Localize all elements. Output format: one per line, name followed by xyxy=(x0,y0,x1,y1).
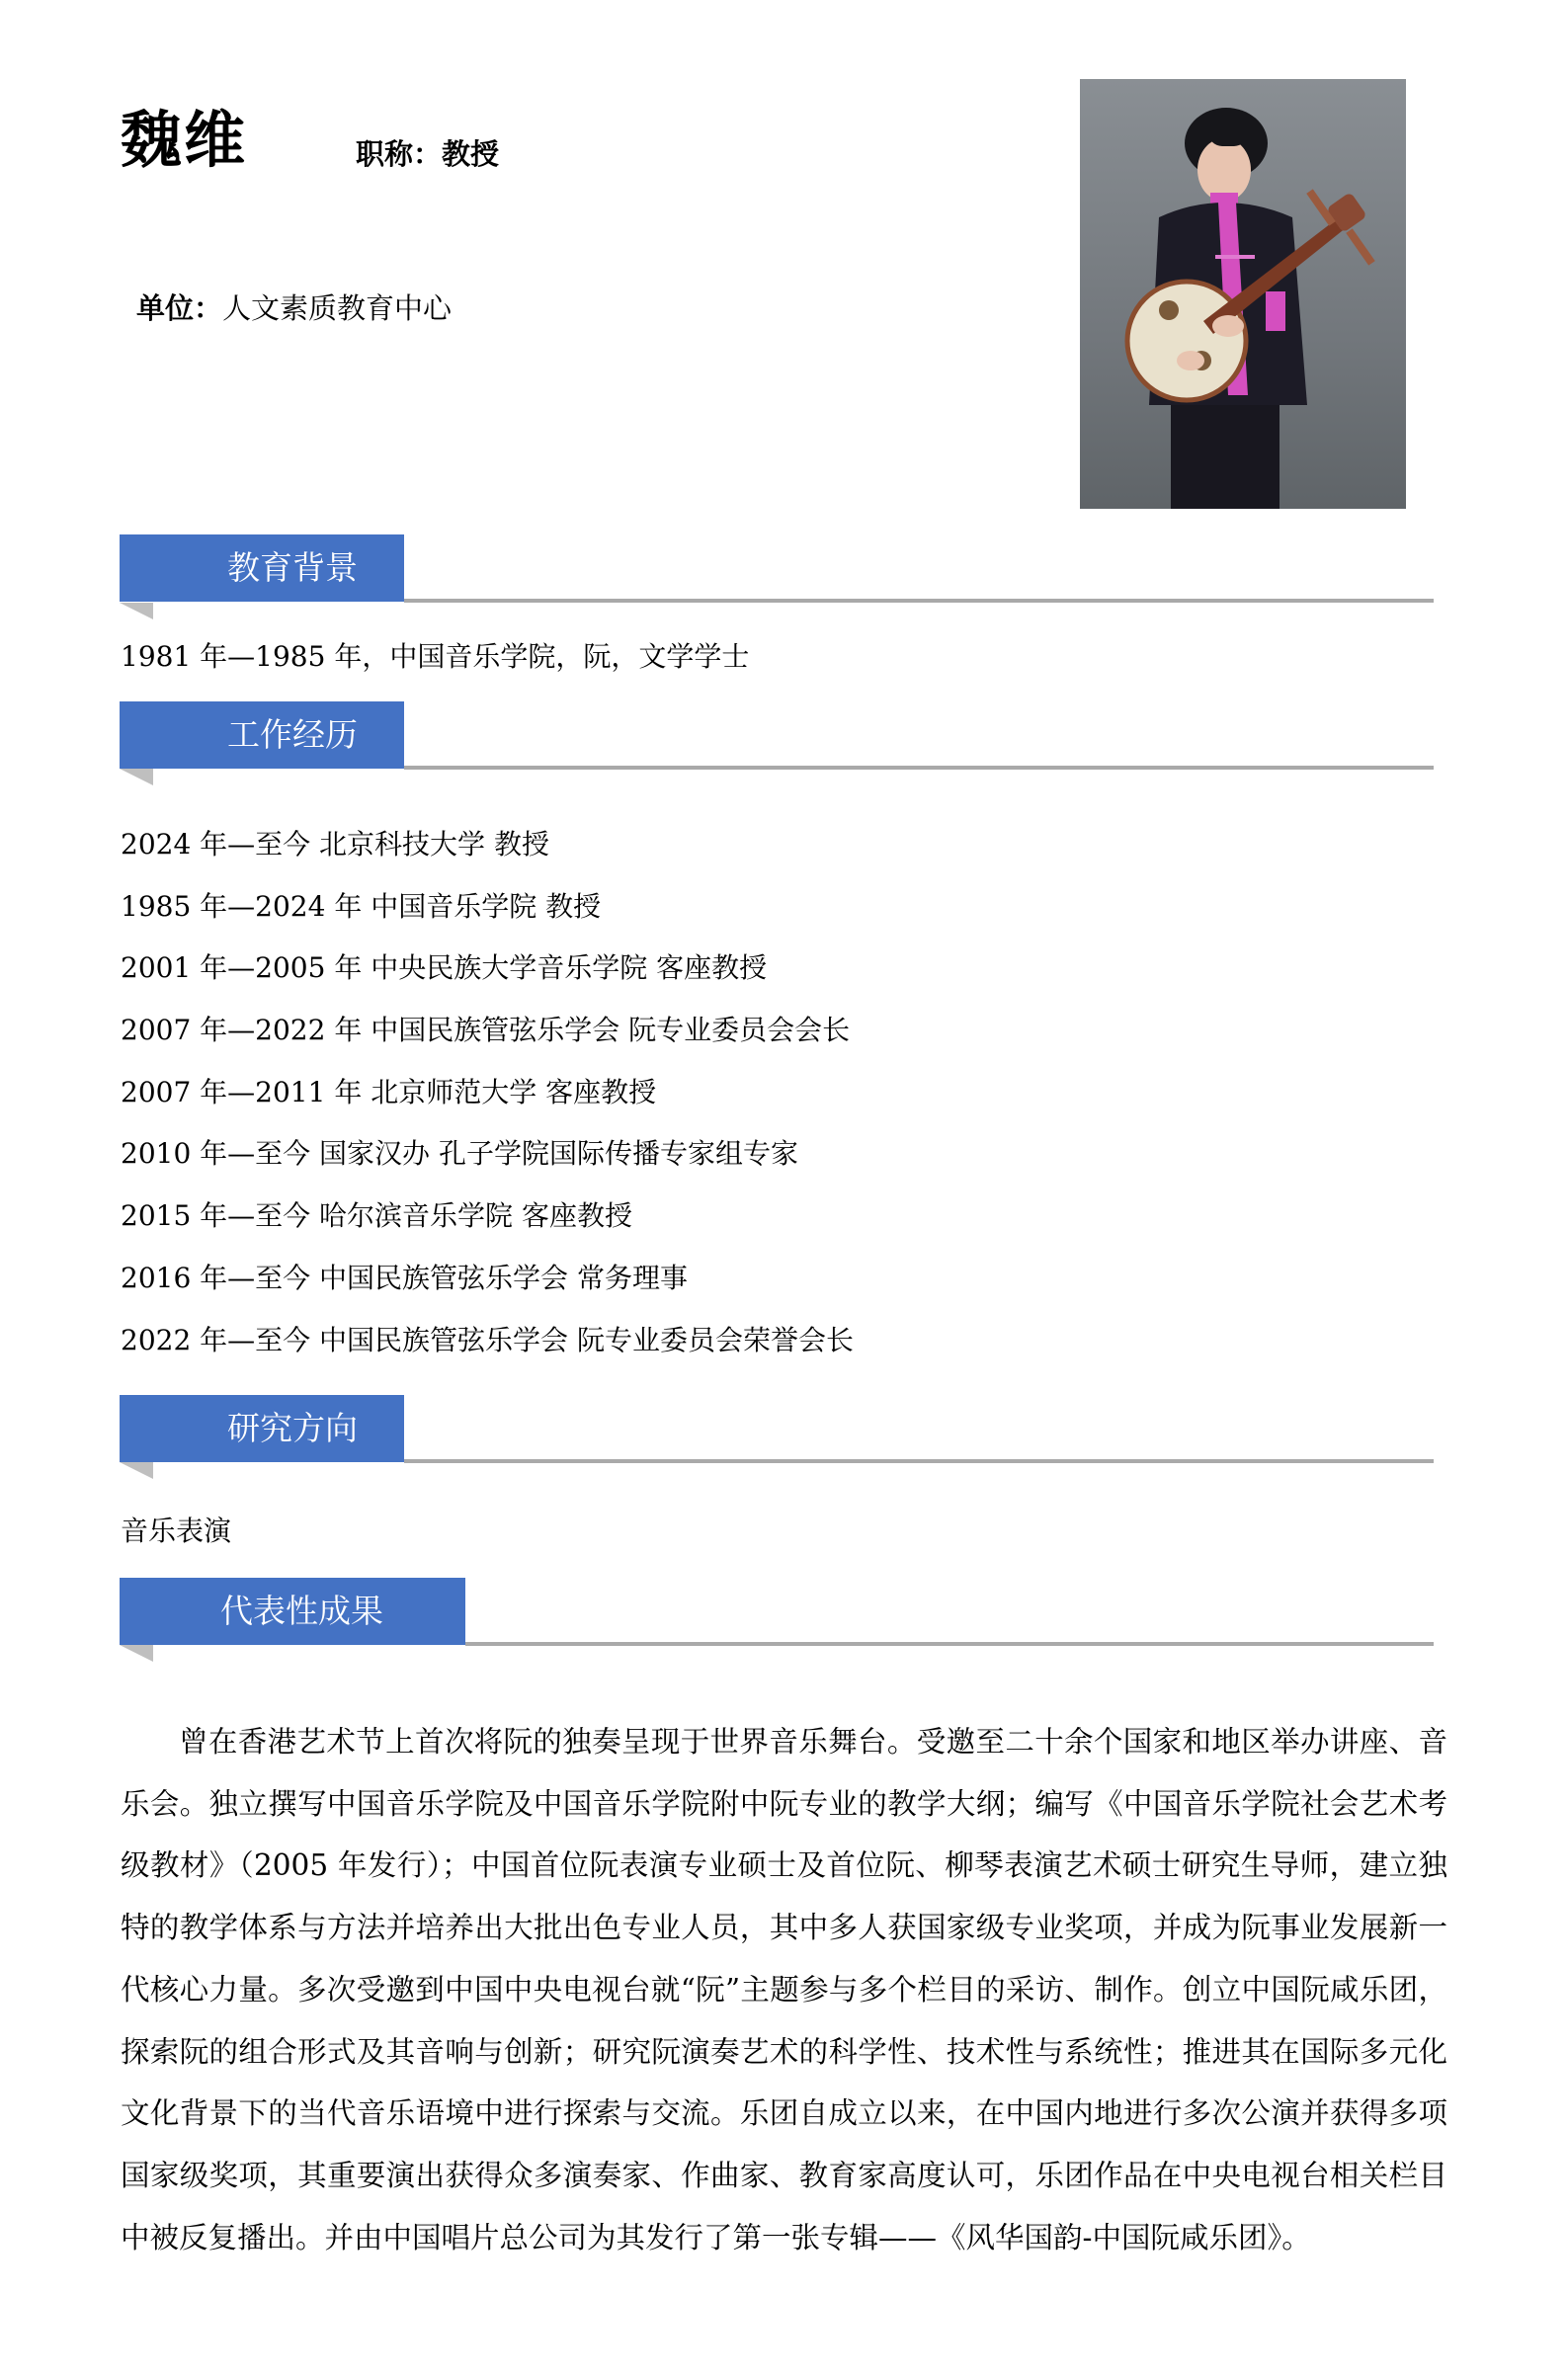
work-item: 2001 年—2005 年 中央民族大学音乐学院 客座教授 xyxy=(121,951,768,984)
work-item: 2010 年—至今 国家汉办 孔子学院国际传播专家组专家 xyxy=(121,1137,798,1170)
section-heading-education: 教育背景 xyxy=(120,534,404,602)
heading-fold-decoration xyxy=(120,1645,153,1662)
affiliation-label: 单位： xyxy=(136,291,223,325)
section-heading-research: 研究方向 xyxy=(120,1395,404,1462)
education-item: 1981 年—1985 年，中国音乐学院，阮，文学学士 xyxy=(121,640,750,673)
research-item: 音乐表演 xyxy=(121,1515,232,1547)
work-item: 2007 年—2011 年 北京师范大学 客座教授 xyxy=(121,1076,657,1108)
affiliation-value: 人文素质教育中心 xyxy=(222,291,453,325)
work-item: 1985 年—2024 年 中国音乐学院 教授 xyxy=(121,890,602,923)
section-divider xyxy=(465,1642,1434,1646)
portrait-illustration xyxy=(1080,79,1406,509)
section-divider xyxy=(404,599,1434,603)
achievements-paragraph: 曾在香港艺术节上首次将阮的独奏呈现于世界音乐舞台。受邀至二十余个国家和地区举办讲座、音乐会。独立撰写中国音乐学院及中国音乐学院附中阮专业的教学大纲；编写《中国音乐学院社会艺术考级教材》（2005 年发行）；中国首位阮表演专业硕士及首位阮、柳琴表演艺术硕士研究生导师，建立独特的教学体系与方法并培养出大批出色专业人员，其中多人获国家级专业奖项，并成为阮事业发展新一代核心力量。多次受邀到中国中央电视台就“阮”主题参与多个栏目的采访、制作。创立中国阮咸乐团，探索阮的组合形式及其音响与创新；研究阮演奏艺术的科学性、技术性与系统性；推进其在国际多元化文化背景下的当代音乐语境中进行探索与交流。乐团自成立以来，在中国内地进行多次公演并获得多项国家级奖项，其重要演出获得众多演奏家、作曲家、教育家高度认可，乐团作品在中央电视台相关栏目中被反复播出。并由中国唱片总公司为其发行了第一张专辑——《风华国韵-中国阮咸乐团》。 xyxy=(121,1725,1447,2254)
heading-fold-decoration xyxy=(120,1462,153,1479)
person-name: 魏维 xyxy=(121,104,248,176)
job-title-value: 教授 xyxy=(442,137,500,171)
work-item: 2015 年—至今 哈尔滨音乐学院 客座教授 xyxy=(121,1199,632,1232)
work-item: 2016 年—至今 中国民族管弦乐学会 常务理事 xyxy=(121,1262,688,1294)
affiliation xyxy=(136,288,452,328)
section-divider xyxy=(404,1459,1434,1463)
heading-fold-decoration xyxy=(120,603,153,619)
work-item: 2022 年—至今 中国民族管弦乐学会 阮专业委员会荣誉会长 xyxy=(121,1324,854,1356)
section-heading-achievements: 代表性成果 xyxy=(120,1578,465,1645)
work-item: 2007 年—2022 年 中国民族管弦乐学会 阮专业委员会会长 xyxy=(121,1014,851,1046)
job-title xyxy=(356,134,499,174)
section-heading-work: 工作经历 xyxy=(120,701,404,769)
work-item: 2024 年—至今 北京科技大学 教授 xyxy=(121,828,549,860)
portrait-photo xyxy=(1080,79,1406,509)
job-title-label: 职称： xyxy=(356,137,443,171)
heading-fold-decoration xyxy=(120,769,153,785)
section-divider xyxy=(404,766,1434,770)
